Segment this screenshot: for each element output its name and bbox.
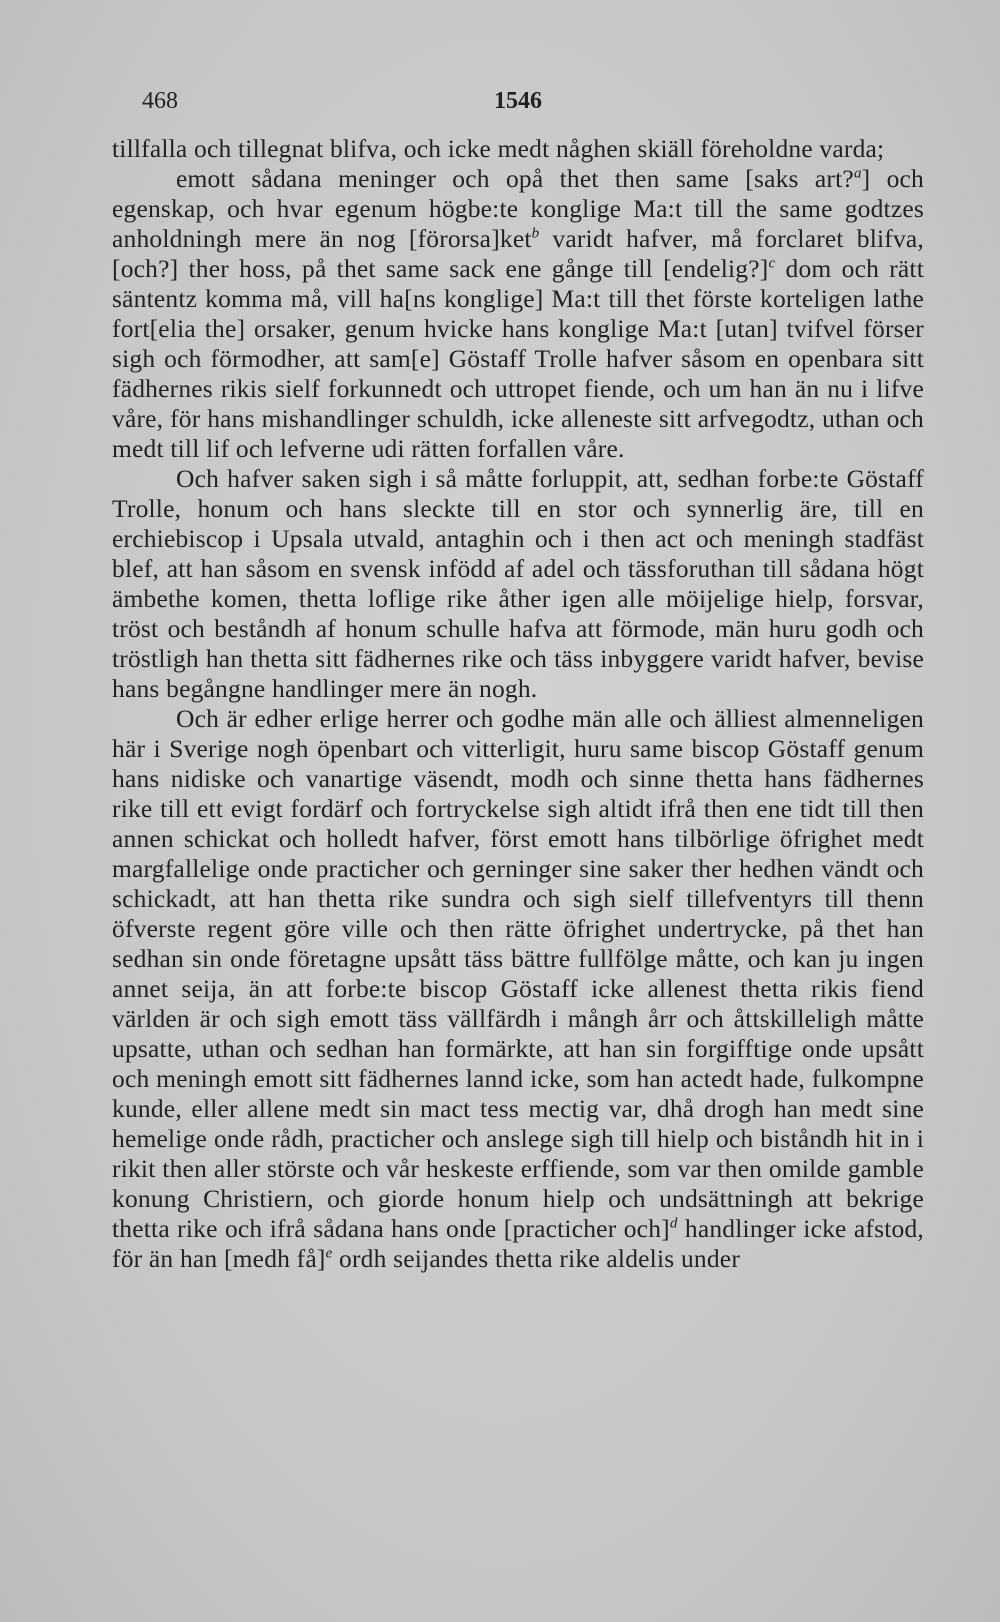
footnote-marker: e [325,1245,333,1262]
paragraph-p3 [112,464,924,704]
page-number: 468 [142,88,178,114]
text-segment: ordh seijandes thetta rike aldelis under [332,1244,741,1273]
text-segment: Och hafver saken sigh i så måtte forluppit, att, sedhan forbe:te Göstaff Trolle, honum och hans sleckte till en stor och synnerlig äre, till en erchiebiscop i Upsala utvald, antaghin och i then act och meningh stadfäst blef, att han såsom en svensk infödd af adel och tässforuthan till sådana högt ämbethe komen, thetta loflige rike åther igen alle möijelige hielp, forsvar, tröst och beståndh af honum schulle hafva att förmode, män huru godh och tröstligh han thetta sitt fädhernes rike och täss inbyggere varidt hafver, bevise hans begångne handlinger mere än nogh. [112,464,924,703]
footnote-marker: d [669,1215,678,1232]
paragraph-p1 [112,134,924,164]
page-year-heading: 1546 [494,88,542,114]
footnote-marker: b [531,225,540,242]
text-segment: handlinger icke afstod, för än han [medh få] [112,1214,924,1273]
paragraph-p2 [112,164,924,464]
footnote-marker: c [768,255,776,272]
footnote-marker: a [853,165,862,182]
paragraph-p4 [112,704,924,1274]
page-header [142,88,922,124]
text-segment: ] och egenskap, och hvar egenum högbe:te konglige Ma:t till the same godtzes anholdningh mere än nog [förorsa]ket [112,164,924,253]
text-segment: tillfalla och tillegnat blifva, och icke medt någhen skiäll föreholdne varda; [112,134,885,163]
body-text [112,134,924,1274]
text-segment: varidt hafver, må forclaret blifva, [och?] ther hoss, på thet same sack ene gånge till [endelig?] [112,224,924,283]
text-segment: emott sådana meninger och opå thet then same [saks art? [176,164,854,193]
text-segment: Och är edher erlige herrer och godhe män alle och älliest almenneligen här i Sverige nogh öpenbart och vitterligit, huru same biscop Göstaff genum hans nidiske och vanartige väsendt, modh och sinne thetta hans fädhernes rike till ett evigt fordärf och fortryckelse sigh altidt ifrå then ene tidt till then annen schickat och holledt hafver, först emott hans tilbörlige öfrighet medt margfallelige onde practicher och gerninger sine saker ther hedhen vändt och schickadt, att han thetta rike sundra och sigh sielf tillefventyrs till thenn öfverste regent göre ville och then rätte öfrighet undertrycke, på thet han sedhan sin onde företagne upsått täss bättre fullfölge måtte, och kan ju ingen annet seija, än att forbe:te biscop Göstaff icke allenest thetta rikis fiend världen är och sigh emott täss vällfärdh i mångh årr och åttskilleligh måtte upsatte, uthan och sedhan han formärkte, att han sin forgifftige onde upsått och meningh emott sitt fädhernes lannd icke, som han actedt hade, fulkompne kunde, eller allene medt sin mact tess mectig var, dhå drogh han medt sine hemelige onde rådh, practicher och anslege sigh till hielp och biståndh hit in i rikit then aller störste och vår heskeste erffiende, som var then omilde gamble konung Christiern, och giorde honum hielp och undsättningh att bekrige thetta rike och ifrå sådana hans onde [practicher och] [112,704,924,1243]
text-segment: dom och rätt säntentz komma må, vill ha[ns konglige] Ma:t till thet förste korteligen lathe fort[elia the] orsaker, genum hvicke hans konglige Ma:t [utan] tvifvel förser sigh och förmodher, att sam[e] Göstaff Trolle hafver såsom en openbara sitt fädhernes rikis sielf forkunnedt och uttropet fiende, och um han än nu i lifve våre, för hans mishandlinger schuldh, icke alleneste sitt arfvegodtz, uthan och medt till lif och lefverne udi rätten forfallen våre. [112,254,924,463]
